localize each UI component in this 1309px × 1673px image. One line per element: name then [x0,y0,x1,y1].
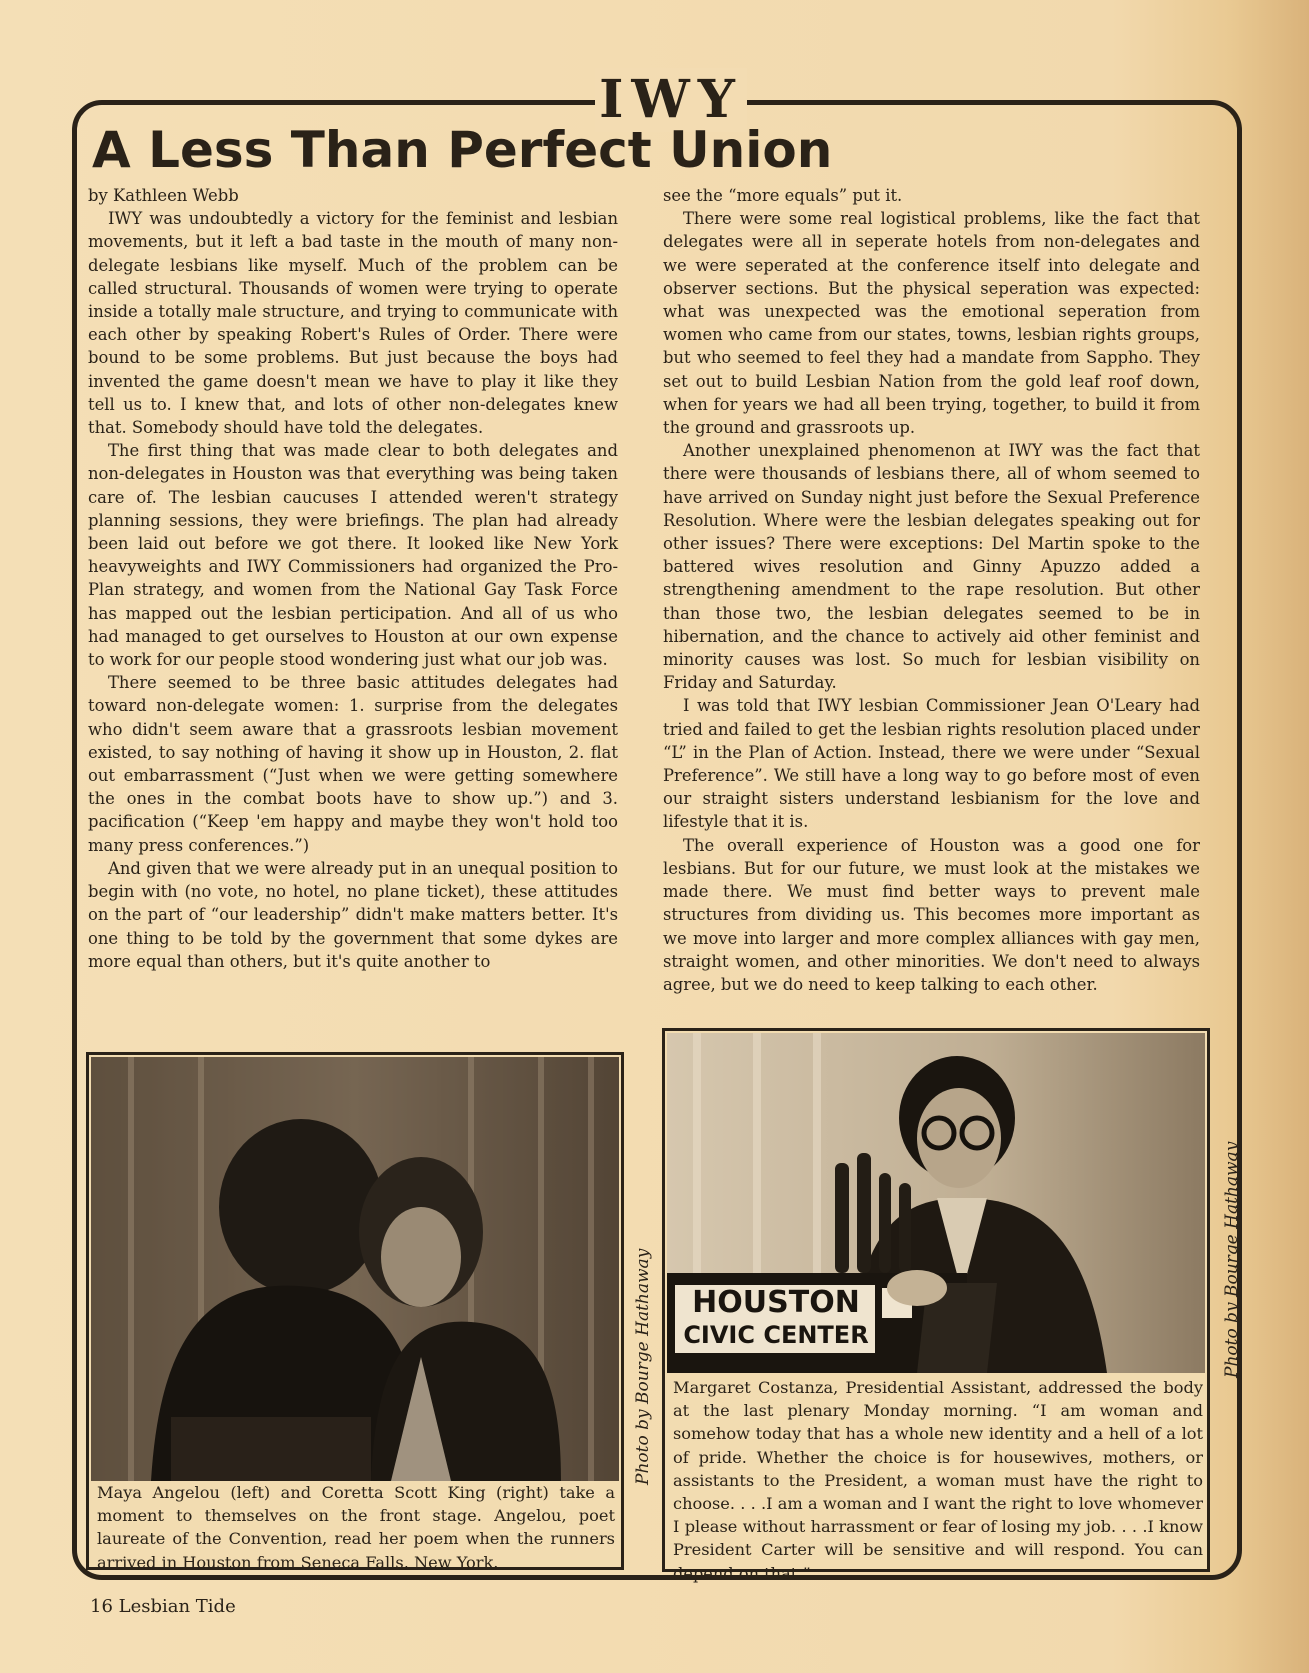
paragraph: I was told that IWY lesbian Commissioner Jean O'Leary had tried and failed to get the lesbian rights resolution placed under “L” in the Plan of Action. Instead, there we were under “Sexual Preference”. We still have a long way to go before most of even our straight sisters understand lesbianism for the love and lifestyle that it is. [663,696,1200,832]
right-column [663,184,1200,996]
photo-caption-right: Margaret Costanza, Presidential Assistant, addressed the body at the last plenary Monday morning. “I am woman and somehow today that has a whole new identity and a hell of a lot of pride. Whether the choice is for housewives, mothers, or assistants to the President, a woman must have the right to choose. . . .I am a woman and I want the right to love whomever I please without harrassment or fear of losing my job. . . .I know President Carter will be sensitive and will respond. You can depend on that.” [673,1378,1203,1583]
byline: by Kathleen Webb [88,186,239,205]
paragraph: Another unexplained phenomenon at IWY was the fact that there were thousands of lesbians there, all of whom seemed to have arrived on Sunday night just before the Sexual Preference Resolution. Where were the lesbian delegates speaking out for other issues? There were exceptions: Del Martin spoke to the battered wives resolution and Ginny Apuzzo added a strengthening amendment to the rape resolution. But other than those two, the lesbian delegates seemed to be in hibernation, and the chance to actively aid other feminist and minority causes was lost. So much for lesbian visibility on Friday and Saturday. [663,441,1200,693]
paragraph: The overall experience of Houston was a good one for lesbians. But for our future, we must look at the mistakes we made there. We must find better ways to prevent male structures from dividing us. This becomes more important as we move into larger and more complex alliances with gay men, straight women, and other minorities. We don't need to always agree, but we do need to keep talking to each other. [663,835,1200,994]
photo-costanza [667,1033,1205,1373]
paragraph: And given that we were already put in an unequal position to begin with (no vote, no hotel, no plane ticket), these attitudes on the part of “our leadership” didn't make matters better. It's one thing to be told by the government that some dykes are more equal than others, but it's quite another to [88,858,618,971]
page-footer: 16 Lesbian Tide [90,1596,236,1617]
photo-credit-left: Photo by Bourge Hathaway [633,1248,653,1485]
photo-credit-right: Photo by Bourge Hathaway [1222,1141,1242,1378]
paragraph: There seemed to be three basic attitudes delegates had toward non-delegate women: 1. surprise from the delegates who didn't seem aware that a grassroots lesbian movement existed, to say nothing of having it show up in Houston, 2. flat out embarrassment (“Just when we were getting somewhere the ones in the combat boots have to show up.”) and 3. pacification (“Keep 'em happy and maybe they won't hold too many press conferences.”) [88,673,618,855]
photo-angelou-king [91,1057,619,1481]
left-column [88,184,618,973]
paragraph-continuation: see the “more equals” put it. [663,186,903,205]
photo-box-left [86,1052,624,1570]
paragraph: IWY was undoubtedly a victory for the feminist and lesbian movements, but it left a bad taste in the mouth of many non-delegate lesbians like myself. Much of the problem can be called structural. Thousands of women were trying to operate inside a totally male structure, and trying to communicate with each other by speaking Robert's Rules of Order. There were bound to be some problems. But just because the boys had invented the game doesn't mean we have to play it like they tell us to. I knew that, and lots of other non-delegates knew that. Somebody should have told the delegates. [88,209,618,438]
sign-line-2: CIVIC CENTER [683,1321,869,1349]
paragraph: There were some real logistical problems, like the fact that delegates were all in seperate hotels from non-delegates and we were seperated at the conference itself into delegate and observer sections. But the physical seperation was expected: what was unexpected was the emotional seperation from women who came from our states, towns, lesbian rights groups, but who seemed to feel they had a mandate from Sappho. They set out to build Lesbian Nation from the gold leaf roof down, when for years we had all been trying, together, to build it from the ground and grassroots up. [663,209,1200,438]
photo-caption-left: Maya Angelou (left) and Coretta Scott King (right) take a moment to themselves on the front stage. Angelou, poet laureate of the Convention, read her poem when the runners arrived in Houston from Seneca Falls, New York. [97,1483,615,1572]
sign-houston-civic-center [677,1287,875,1353]
article-headline: A Less Than Perfect Union [92,121,833,179]
sign-line-1: HOUSTON [692,1285,860,1320]
photo-box-right [662,1028,1210,1583]
paragraph: The first thing that was made clear to both delegates and non-delegates in Houston was that everything was being taken care of. The lesbian caucuses I attended weren't strategy planning sessions, they were briefings. The plan had already been laid out before we got there. It looked like New York heavyweights and IWY Commissioners had organized the Pro-Plan strategy, and women from the National Gay Task Force has mapped out the lesbian perticipation. And all of us who had managed to get ourselves to Houston at our own expense to work for our people stood wondering just what our job was. [88,441,618,670]
section-label: IWY [595,68,747,132]
